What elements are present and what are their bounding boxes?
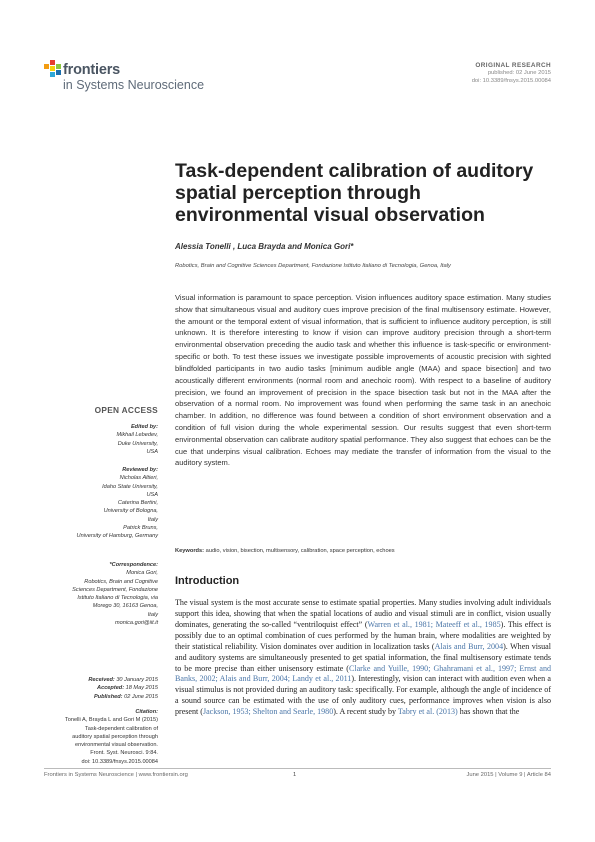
sidebar-line: Front. Syst. Neurosci. 9:84. bbox=[90, 750, 158, 757]
sidebar-line: doi: 10.3389/fnsys.2015.00084 bbox=[81, 758, 158, 765]
journal-name: in Systems Neuroscience bbox=[63, 78, 205, 92]
sidebar-line: University of Bologna, bbox=[103, 508, 158, 515]
abstract: Visual information is paramount to space perception. Vision influences auditory space estimation. Many studies show that simultaneous visual and auditory cues improve precision of the final multisensory estimate. However, the amount or the temporal extent of visual information, that is sufficient to influence auditory perception, is still unknown. It is therefore interesting to know if vision can improve auditory precision through a short-term environmental observation preceding the audio task and whether this influence is task-specific or environment-specific or both. To test these issues we investigate possible improvements of acoustic precision with sighted blindfolded participants in two audio tasks [minimum audible angle (MAA) and space bisection] and two acoustically different environments (normal room and anechoic room). With respect to a baseline of auditory precision, we found an improvement of precision in the space bisection task but not in the MAA after the observation of a normal room. No improvement was found when performing the same task in an anechoic chamber. In addition, no difference was found between a condition of short environment observation and a condition of full vision during the whole experimental session. Our results suggest that even short-term environmental observation can calibrate auditory spatial performance. They also suggest that echoes can be the cue that underpins visual calibration. Echoes may mediate the transfer of information from the visual to the auditory system. bbox=[175, 293, 551, 468]
sidebar-line: auditory spatial perception through bbox=[72, 733, 158, 740]
footer-journal[interactable]: Frontiers in Systems Neuroscience | www.frontiersin.org bbox=[44, 772, 188, 778]
body-paragraph bbox=[175, 598, 551, 718]
body-text-run: ). A recent study by bbox=[333, 707, 398, 717]
sidebar-line: University of Hamburg, Germany bbox=[76, 533, 158, 540]
sidebar-line: Idaho State University, bbox=[102, 483, 158, 490]
sidebar-line: Morego 30, 16163 Genoa, bbox=[92, 603, 158, 610]
sidebar-line: Robotics, Brain and Cognitive bbox=[84, 578, 158, 585]
reviewed-by-label: Reviewed by: bbox=[122, 467, 158, 473]
dates-block bbox=[88, 676, 158, 701]
published-label: Published: bbox=[93, 693, 123, 700]
doi-header[interactable]: doi: 10.3389/fnsys.2015.00084 bbox=[471, 78, 551, 84]
correspondence-block bbox=[38, 561, 158, 627]
body-text-run: has shown that the bbox=[457, 707, 520, 717]
page-number: 1 bbox=[293, 772, 297, 778]
correspondence-list bbox=[38, 569, 158, 627]
journal-logo bbox=[44, 60, 204, 100]
sidebar-line: USA bbox=[146, 491, 158, 498]
edited-by-list bbox=[38, 431, 158, 456]
affiliation: Robotics, Brain and Cognitive Sciences Department, Fondazione Istituto Italiano di Tecnologia, Genoa, Italy bbox=[175, 263, 451, 269]
edited-by-label: Edited by: bbox=[130, 424, 158, 430]
body-text-run: The visual system is the most accurate sense to estimate spatial properties. Many studies involving adult individuals support this idea, showing that when the spatial locations of audio and visual stimuli are in conflict, vision usually dominates, generating the so-called “ventriloquist effect” ( bbox=[175, 598, 551, 629]
sidebar-line: Monica Gori, bbox=[126, 570, 158, 577]
footer-divider bbox=[44, 768, 551, 769]
author-list: Alessia Tonelli , Luca Brayda and Monica Gori* bbox=[175, 242, 354, 251]
accepted-label: Accepted: bbox=[97, 685, 125, 692]
sidebar-line: USA bbox=[146, 448, 158, 455]
sidebar-line: Tonelli A, Brayda L and Gori M (2015) bbox=[64, 717, 158, 724]
sidebar-line: Nicholas Altieri, bbox=[119, 475, 158, 482]
accepted-date: 18 May 2015 bbox=[125, 685, 158, 692]
sidebar-line[interactable]: monica.gori@iit.it bbox=[115, 620, 158, 627]
reviewed-by-list bbox=[38, 474, 158, 540]
body-text-run: ). When visual and auditory systems are simultaneously presented to get spatial information, the final multisensory estimate tends to be more precise than either unisensory estimate ( bbox=[175, 641, 551, 673]
citation-block bbox=[38, 708, 158, 766]
sidebar-line: Caterina Bertini, bbox=[117, 500, 158, 507]
sidebar-line: Italy bbox=[147, 516, 158, 523]
received-date: 30 January 2015 bbox=[116, 677, 158, 683]
article-type: ORIGINAL RESEARCH bbox=[475, 62, 551, 69]
edited-by-block bbox=[38, 423, 158, 456]
sidebar-line: Istituto Italiano di Tecnologia, via bbox=[77, 595, 158, 602]
received-label: Received: bbox=[88, 677, 115, 683]
published-date-side: 02 June 2015 bbox=[124, 693, 158, 700]
logo-wordmark: frontiers bbox=[63, 62, 121, 78]
citation-list bbox=[38, 716, 158, 766]
article-meta-header bbox=[472, 62, 551, 85]
citation-link[interactable]: Clarke and Yuille, 1990; Ghahramani et al., 1997; Ernst and Banks, 2002; Alais and Burr, 2004; Landy et al., 2011 bbox=[175, 663, 551, 684]
open-access-label: OPEN ACCESS bbox=[94, 405, 158, 415]
section-heading: Introduction bbox=[175, 575, 240, 587]
article-title: Task-dependent calibration of auditory spatial perception through environmental visual observation bbox=[175, 160, 534, 226]
citation-link[interactable]: Jackson, 1953; Shelton and Searle, 1980 bbox=[202, 707, 334, 717]
keywords-label: Keywords: bbox=[175, 548, 205, 554]
citation-link[interactable]: Warren et al., 1981; Mateeff et al., 1985 bbox=[367, 619, 501, 629]
body-text-run: ). Interestingly, vision can interact with audition even when a visual stimulus is not provided during an auditory task: specifically. For example, although the angle of incidence of a sound source can be estimated with the use of only auditory cues, performance improves when vision is also present ( bbox=[175, 674, 551, 717]
citation-label: Citation: bbox=[135, 709, 158, 715]
sidebar-line: Task-dependent calibration of bbox=[84, 725, 158, 732]
keywords bbox=[175, 548, 395, 554]
sidebar-line: Mikhail Lebedev, bbox=[116, 432, 158, 439]
sidebar-line: Duke University, bbox=[117, 440, 158, 447]
reviewed-by-block bbox=[38, 466, 158, 541]
sidebar-line: environmental visual observation. bbox=[74, 742, 158, 749]
sidebar-line: Patrick Bruns, bbox=[123, 525, 158, 532]
sidebar-line: Italy bbox=[147, 611, 158, 618]
keywords-list: audio, vision, bisection, multisensory, calibration, space perception, echoes bbox=[205, 548, 395, 554]
citation-link[interactable]: Tabry et al. (2013) bbox=[397, 707, 458, 717]
body-text-run: ). This effect is possibly due to an optimal combination of cues performed by the human brain, where modalities are weighted by their statistical reliability. Vision dominates over audition in localization tasks ( bbox=[175, 619, 551, 651]
published-date: published: 02 June 2015 bbox=[487, 70, 551, 76]
footer-issue: June 2015 | Volume 9 | Article 84 bbox=[466, 772, 551, 778]
citation-link[interactable]: Alais and Burr, 2004 bbox=[434, 641, 504, 651]
sidebar-line: Sciences Department, Fondazione bbox=[72, 586, 158, 593]
correspondence-label: *Correspondence: bbox=[109, 562, 158, 568]
